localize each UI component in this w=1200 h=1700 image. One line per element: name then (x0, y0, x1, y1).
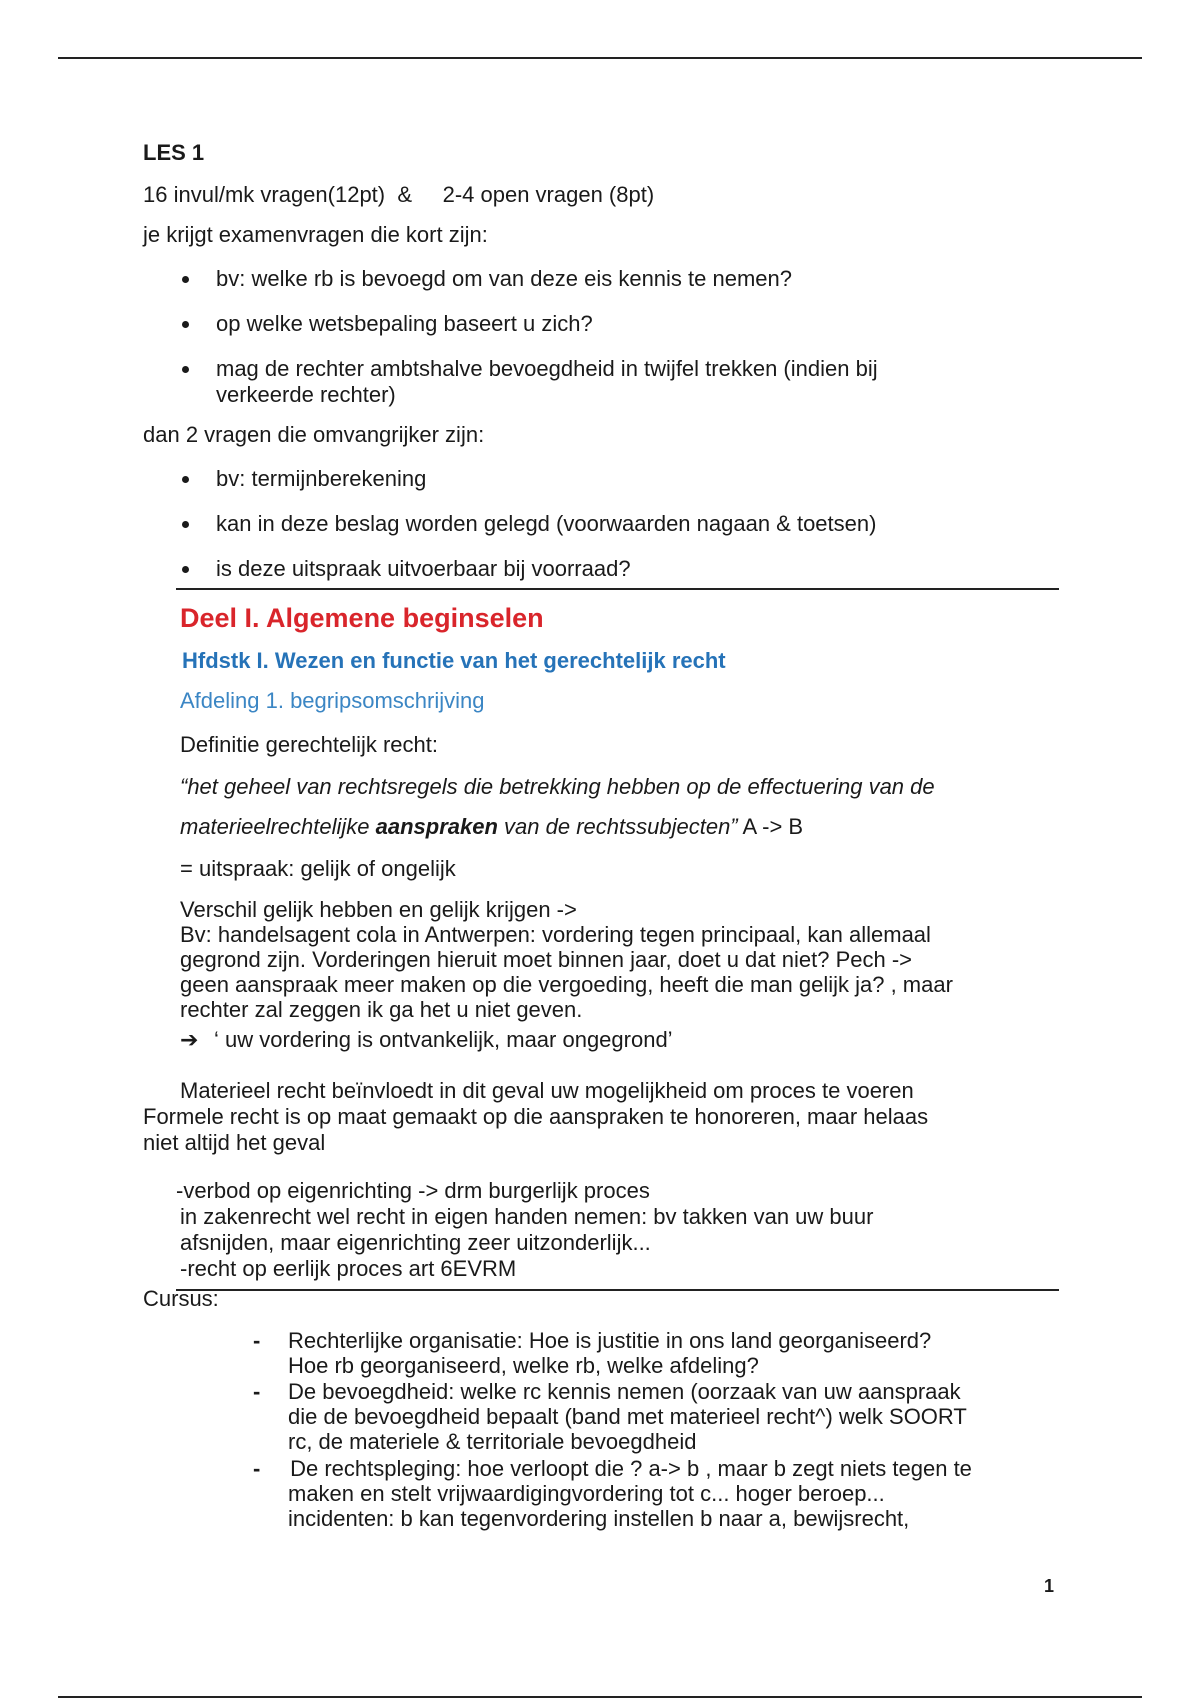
afdeling-heading: Afdeling 1. begripsomschrijving (180, 688, 485, 713)
dash-bullet-icon: - (253, 1456, 261, 1481)
list-item-continuation: verkeerde rechter) (216, 382, 396, 407)
section-divider (176, 588, 1059, 590)
definition-label: Definitie gerechtelijk recht: (180, 732, 439, 757)
list-item: op welke wetsbepaling baseert u zich? (216, 311, 593, 336)
paragraph-line: geen aanspraak meer maken op die vergoeding, heeft die man gelijk ja? , maar (180, 972, 953, 997)
dash-bullet-icon: - (253, 1328, 261, 1353)
hoofdstuk-heading: Hfdstk I. Wezen en functie van het gerechtelijk recht (182, 648, 726, 673)
cursus-item: De bevoegdheid: welke rc kennis nemen (oorzaak van uw aanspraak (288, 1379, 961, 1404)
quote-suffix: A -> B (737, 814, 804, 839)
cursus-item-continuation: Hoe rb georganiseerd, welke rb, welke afdeling? (288, 1353, 759, 1378)
paragraph-line: Verschil gelijk hebben en gelijk krijgen -> (180, 897, 577, 922)
cursus-item: Rechterlijke organisatie: Hoe is justitie in ons land georganiseerd? (288, 1328, 932, 1353)
cursus-item-continuation: rc, de materiele & territoriale bevoegdheid (288, 1429, 697, 1454)
arrow-right-icon: ➔ (180, 1027, 199, 1052)
quote-text: materieelrechtelijke (180, 814, 376, 839)
cursus-label: Cursus: (143, 1286, 219, 1311)
definition-quote-line (180, 814, 803, 840)
arrow-note: ‘ uw vordering is ontvankelijk, maar ongegrond’ (214, 1027, 673, 1052)
cursus-item: De rechtspleging: hoe verloopt die ? a-> b , maar b zegt niets tegen te (284, 1456, 972, 1481)
uitspraak-note: = uitspraak: gelijk of ongelijk (180, 856, 456, 881)
paragraph-line: afsnijden, maar eigenrichting zeer uitzonderlijk... (180, 1230, 651, 1255)
paragraph-line: Formele recht is op maat gemaakt op die aanspraken te honoreren, maar helaas (143, 1104, 929, 1129)
top-page-rule (58, 57, 1142, 59)
page-number: 1 (1044, 1576, 1055, 1596)
quote-text: van de rechtssubjecten” (497, 814, 738, 839)
paragraph-line: niet altijd het geval (143, 1130, 326, 1155)
bottom-page-rule (58, 1696, 1142, 1698)
list-item: bv: welke rb is bevoegd om van deze eis kennis te nemen? (216, 266, 792, 291)
paragraph-line: gegrond zijn. Vorderingen hieruit moet binnen jaar, doet u dat niet? Pech -> (180, 947, 912, 972)
deel-heading: Deel I. Algemene beginselen (180, 603, 544, 633)
short-questions-intro: je krijgt examenvragen die kort zijn: (143, 222, 488, 247)
dash-bullet-icon: - (253, 1379, 261, 1404)
cursus-item-continuation: incidenten: b kan tegenvordering instellen b naar a, bewijsrecht, (288, 1506, 910, 1531)
paragraph-line: rechter zal zeggen ik ga het u niet geven. (180, 997, 583, 1022)
section-divider (176, 1289, 1059, 1291)
definition-quote-line: “het geheel van rechtsregels die betrekking hebben op de effectuering van de (180, 774, 935, 799)
bullet-icon (182, 476, 189, 483)
cursus-item-continuation: die de bevoegdheid bepaalt (band met materieel recht^) welk SOORT (288, 1404, 967, 1429)
bullet-icon (182, 321, 189, 328)
paragraph-line: -verbod op eigenrichting -> drm burgerlijk proces (176, 1178, 650, 1203)
paragraph-line: Bv: handelsagent cola in Antwerpen: vordering tegen principaal, kan allemaal (180, 922, 931, 947)
quote-emphasis: aanspraken (375, 814, 498, 839)
bullet-icon (182, 566, 189, 573)
list-item: bv: termijnberekening (216, 466, 427, 491)
paragraph-line: -recht op eerlijk proces art 6EVRM (180, 1256, 517, 1281)
lesson-title: LES 1 (143, 140, 205, 165)
paragraph-line: Materieel recht beïnvloedt in dit geval uw mogelijkheid om proces te voeren (180, 1078, 914, 1103)
bullet-icon (182, 366, 189, 373)
bullet-icon (182, 521, 189, 528)
list-item: mag de rechter ambtshalve bevoegdheid in twijfel trekken (indien bij (216, 356, 878, 381)
list-item: is deze uitspraak uitvoerbaar bij voorraad? (216, 556, 631, 581)
long-questions-intro: dan 2 vragen die omvangrijker zijn: (143, 422, 485, 447)
cursus-item-continuation: maken en stelt vrijwaardigingvordering tot c... hoger beroep... (288, 1481, 885, 1506)
bullet-icon (182, 276, 189, 283)
list-item: kan in deze beslag worden gelegd (voorwaarden nagaan & toetsen) (216, 511, 877, 536)
exam-format: 16 invul/mk vragen(12pt) & 2-4 open vragen (8pt) (143, 182, 655, 207)
paragraph-line: in zakenrecht wel recht in eigen handen nemen: bv takken van uw buur (180, 1204, 874, 1229)
